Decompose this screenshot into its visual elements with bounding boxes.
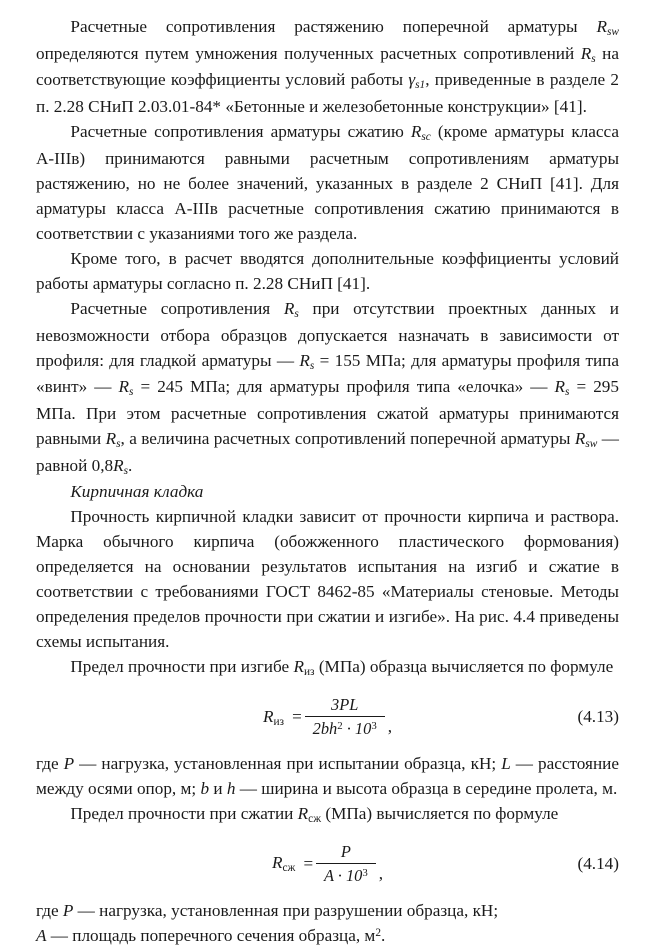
formula-4-13-numerator: 3PL [331,695,359,715]
formula-4-14-numerator: P [340,841,351,861]
formula-4-13-number: (4.13) [577,707,619,727]
formula-4-14-expression [272,842,383,886]
paragraph-1: Расчетные сопротивления растяжению поперечной арматуры $R_{sw}$ определяются путем умножения полученных расчетных сопротивлений $R_s$ на соответствующие коэффициенты условий работы $\gamma_{s1}$, приведенные в разделе 2 п. 2.28 СНиП 2.03.01-84* «Бетонные и железобетонные конструкции» [41]. [36,17,619,117]
formula-4-14-denominator: $A \cdot 10^3$ [316,863,376,886]
formula-4-14 [36,838,619,890]
formula-4-13-denominator: $2bh^2 \cdot 10^3$ [305,716,385,739]
formula-4-13-fraction [305,695,385,739]
paragraph-9: где P — нагрузка, установленная при разрушении образца, кН; [36,900,499,920]
formula-4-13-lhs: $R_{из}$ [262,706,285,728]
formula-4-14-lhs: $R_{сж}$ [271,853,296,875]
paragraph-4: Расчетные сопротивления $R_s$ при отсутствии проектных данных и невозможности отбора образцов допускается назначать в зависимости от профиля: для гладкой арматуры — $R_s = 155$ МПа; для арматуры профиля типа «винт» — $R_s = 245$ МПа; для арматуры профиля типа «елочка» — $R_s = 295$ МПа. При этом расчетные сопротивления сжатой арматуры принимаются равными $R_s$, а величина расчетных сопротивлений поперечной арматуры $R_{sw}$ — равной $0,8R_s$. [36,298,619,477]
formula-4-13-comma: , [387,717,393,737]
formula-4-14-number: (4.14) [577,853,619,873]
paragraph-2: Расчетные сопротивления арматуры сжатию $R_{sc}$ (кроме арматуры класса А-IIIв) принимаются равными расчетным сопротивлениям арматуры растяжению, но не более значений, указанных в разделе 2 СНиП [41]. Для арматуры класса А-IIIв расчетные сопротивления сжатию принимаются в соответствии с указаниями того же раздела. [36,122,619,243]
subheading-brickwork: Кирпичная кладка [70,482,204,502]
paragraph-5: Прочность кирпичной кладки зависит от прочности кирпича и раствора. Марка обычного кирпича (обожженного пластического формования) определяется на основании результатов испытания на изгиб и сжатие в соответствии с требованиями ГОСТ 8462-85 «Материалы стеновые. Методы определения пределов прочности при сжатии и изгибе». На рис. 4.4 приведены схемы испытания. [36,507,619,652]
paragraph-3: Кроме того, в расчет вводятся дополнительные коэффициенты условий работы арматуры согласно п. 2.28 СНиП [41]. [36,248,619,293]
paragraph-10: A — площадь поперечного сечения образца, $м^2$. [36,925,386,945]
formula-4-13-equals: = [291,707,303,727]
formula-4-14-fraction [316,842,376,886]
formula-4-13 [36,691,619,743]
paragraph-8: Предел прочности при сжатии $R_{сж}$ (МПа) вычисляется по формуле [70,804,559,826]
paragraph-7: где P — нагрузка, установленная при испытании образца, кН; L — расстояние между осями опор, м; b и h — ширина и высота образца в середине пролета, м. [36,754,619,799]
formula-4-13-expression [263,695,392,739]
formula-4-14-equals: = [302,853,314,873]
paragraph-6: Предел прочности при изгибе $R_{из}$ (МПа) образца вычисляется по формуле [70,657,614,679]
formula-4-14-comma: , [378,863,384,883]
